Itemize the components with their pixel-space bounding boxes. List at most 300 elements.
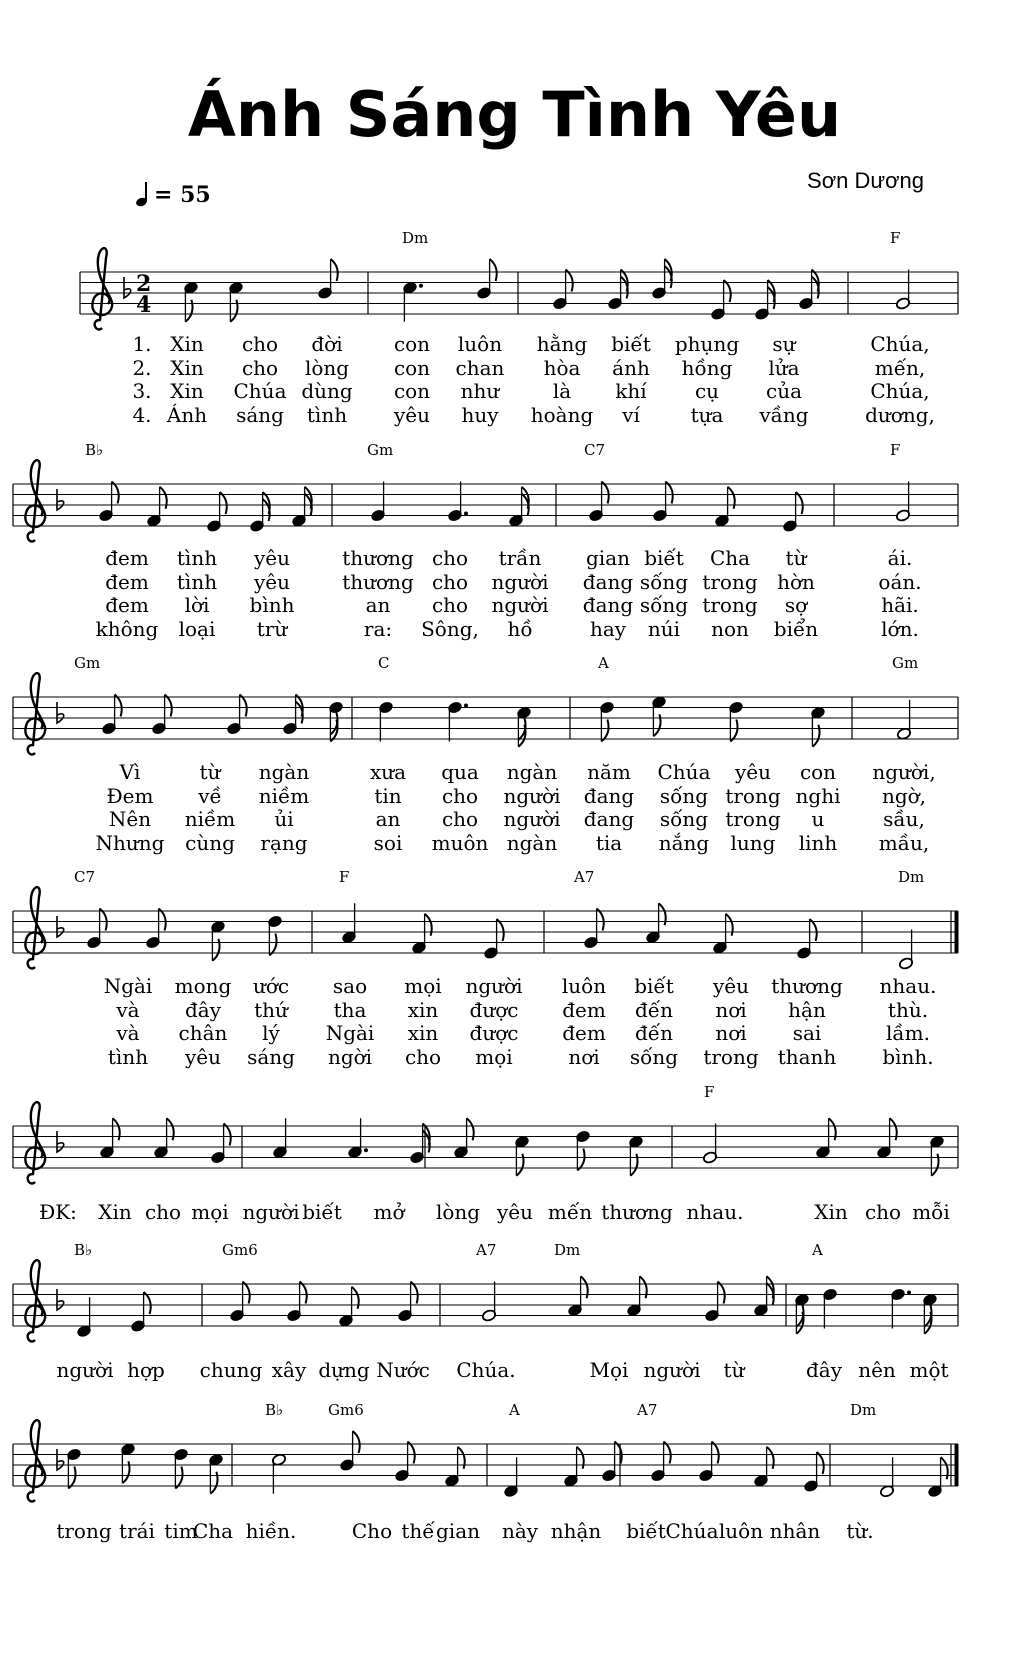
- lyric-syllable: từ: [199, 760, 221, 784]
- lyric-syllable: Ánh: [166, 402, 208, 427]
- chord-symbol: B♭: [265, 1401, 284, 1419]
- note-flag: [615, 1442, 622, 1464]
- lyric-syllable: tình: [176, 569, 218, 594]
- lyric-syllable: cho: [441, 783, 479, 808]
- lyric-syllable: hồ: [507, 616, 533, 641]
- lyric-syllable: sai: [792, 1021, 822, 1045]
- lyric-syllable: sự: [772, 332, 796, 356]
- lyric-syllable: an: [375, 807, 401, 831]
- lyric-syllable: Cho: [351, 1519, 393, 1543]
- note-flag: [664, 1442, 671, 1464]
- lyric-syllable: con: [799, 760, 837, 784]
- chord-symbol: Dm: [850, 1401, 877, 1419]
- chord-symbol: A7: [574, 868, 595, 886]
- note-flag: [810, 919, 817, 941]
- lyric-syllable: lòng: [435, 1200, 481, 1224]
- lyric-syllable: sống: [659, 783, 709, 808]
- lyric-syllable: biết: [644, 546, 684, 570]
- lyric-syllable: sống: [639, 593, 689, 617]
- lyric-syllable: đang: [582, 593, 634, 617]
- note-flag: [68, 1467, 75, 1489]
- composer-name: Sơn Dương: [807, 168, 924, 193]
- lyric-syllable: Ngài: [325, 1021, 375, 1045]
- lyric-syllable: tình: [306, 402, 348, 427]
- lyric-line: [0, 974, 1029, 998]
- lyric-syllable: ĐK:: [39, 1200, 77, 1224]
- lyric-syllable: đang: [583, 783, 635, 808]
- flat-key-signature-icon: [57, 1449, 64, 1470]
- lyric-syllable: đem: [105, 546, 149, 570]
- lyric-syllable: con: [393, 332, 431, 356]
- lyric-syllable: từ.: [846, 1519, 874, 1543]
- lyric-syllable: được: [469, 997, 519, 1022]
- lyric-syllable: sợ: [784, 593, 808, 617]
- note-flag: [115, 695, 122, 717]
- lyric-syllable: Ngài: [103, 974, 153, 998]
- lyric-line: [0, 593, 1029, 617]
- lyric-syllable: tha: [333, 997, 367, 1022]
- lyric-syllable: là: [552, 379, 572, 403]
- lyric-line: [0, 1021, 1029, 1045]
- lyric-syllable: trong: [702, 593, 758, 617]
- lyric-syllable: rạng: [260, 830, 308, 855]
- flat-key-signature-icon: [57, 1289, 64, 1310]
- staff-system-7: [13, 1401, 958, 1501]
- lyric-syllable: thứ: [254, 997, 288, 1022]
- lyric-syllable: đời: [311, 332, 343, 356]
- lyric-syllable: Vì: [119, 760, 141, 784]
- staff-system-5: [13, 1083, 958, 1183]
- lyric-syllable: trong: [725, 807, 781, 831]
- lyric-syllable: con: [393, 355, 431, 380]
- lyric-syllable: ước: [252, 974, 290, 998]
- staff-system-3: [13, 654, 958, 754]
- note-flag: [490, 259, 497, 281]
- lyric-syllable: Đem: [106, 783, 154, 808]
- lyric-syllable: loại: [178, 616, 216, 641]
- lyric-syllable: người: [503, 783, 561, 808]
- chord-symbol: Gm6: [222, 1241, 258, 1259]
- lyric-syllable: chung: [199, 1358, 263, 1382]
- lyric-syllable: chân: [178, 1021, 228, 1045]
- lyric-syllable: thế: [401, 1519, 435, 1543]
- lyric-syllable: Xin: [170, 379, 204, 403]
- lyric-syllable: xin: [407, 997, 439, 1022]
- treble-clef-icon: [25, 460, 45, 541]
- lyric-syllable: lời: [184, 593, 210, 617]
- lyric-syllable: mến,: [874, 355, 926, 380]
- lyric-syllable: cho: [441, 807, 479, 831]
- chord-symbol: A: [509, 1401, 520, 1419]
- lyric-syllable: ngờ,: [881, 783, 927, 808]
- lyric-syllable: thương: [601, 1200, 673, 1224]
- chord-symbol: Dm: [898, 868, 925, 886]
- lyric-syllable: ngàn: [506, 760, 558, 784]
- lyric-syllable: u: [811, 807, 825, 831]
- lyric-syllable: yêu: [496, 1200, 534, 1224]
- note-flag: [331, 259, 338, 281]
- lyric-syllable: nhau.: [686, 1200, 744, 1224]
- lyric-syllable: huy: [461, 402, 499, 427]
- lyric-syllable: đem: [562, 997, 606, 1022]
- lyric-syllable: Xin: [814, 1200, 848, 1224]
- lyric-syllable: tia: [595, 830, 623, 855]
- chord-symbol: Gm: [74, 654, 101, 672]
- chord-symbol: A: [812, 1241, 823, 1259]
- lyric-line: [0, 546, 1029, 570]
- lyric-syllable: hằng: [536, 332, 588, 356]
- flat-key-signature-icon: [57, 489, 64, 510]
- chord-symbol: F: [339, 868, 350, 886]
- lyric-syllable: gian: [585, 546, 631, 570]
- lyric-syllable: cho: [431, 569, 469, 594]
- lyric-syllable: yêu: [712, 974, 750, 998]
- lyric-syllable: hoàng: [530, 402, 594, 427]
- lyric-syllable: yêu: [393, 402, 431, 427]
- lyric-syllable: đây: [184, 997, 222, 1022]
- lyric-syllable: soi: [373, 830, 403, 855]
- lyric-syllable: ái.: [887, 546, 913, 570]
- lyric-syllable: và: [116, 997, 140, 1022]
- lyric-syllable: từ: [723, 1358, 745, 1382]
- lyric-syllable: không: [95, 616, 159, 641]
- lyric-syllable: cho: [431, 546, 469, 570]
- lyric-syllable: lòng: [304, 355, 350, 380]
- lyric-syllable: Xin: [170, 332, 204, 356]
- lyric-syllable: hòa: [543, 355, 581, 380]
- note-flag: [165, 695, 172, 717]
- lyric-syllable: trần: [498, 546, 542, 570]
- lyric-syllable: trái: [119, 1519, 155, 1543]
- lyric-syllable: tựa: [690, 402, 724, 427]
- lyric-syllable: sao: [332, 974, 368, 998]
- chord-symbol: F: [704, 1083, 715, 1101]
- lyric-syllable: ủi: [274, 807, 294, 831]
- lyric-syllable: nhận: [550, 1519, 602, 1543]
- staff-system-6: [13, 1241, 958, 1341]
- lyric-syllable: cho: [864, 1200, 902, 1224]
- lyric-syllable: chan: [455, 355, 505, 380]
- lyric-line: [0, 760, 1029, 784]
- note-flag: [601, 720, 608, 742]
- lyric-syllable: đang: [583, 807, 635, 831]
- lyric-syllable: Mọi: [589, 1358, 629, 1382]
- note-flag: [577, 1149, 584, 1171]
- lyric-syllable: sáng: [236, 402, 284, 427]
- lyric-syllable: cùng: [185, 830, 235, 855]
- note-flag: [724, 280, 731, 302]
- flat-key-signature-icon: [57, 702, 64, 723]
- lyric-syllable: ngàn: [506, 830, 558, 855]
- chord-symbol: Gm: [367, 441, 394, 459]
- lyric-syllable: xin: [407, 1021, 439, 1045]
- lyric-syllable: dùng: [301, 379, 353, 403]
- lyric-syllable: bình: [249, 593, 295, 617]
- time-signature-bottom: 4: [136, 292, 152, 318]
- lyric-syllable: như: [460, 379, 500, 403]
- chord-symbol: C: [378, 654, 390, 672]
- lyric-syllable: Chúa: [233, 379, 287, 403]
- lyric-syllable: cho: [241, 332, 279, 356]
- lyric-syllable: ánh: [612, 355, 650, 380]
- lyric-syllable: lớn.: [881, 616, 919, 641]
- lyric-syllable: sống: [629, 1044, 679, 1069]
- lyric-line: [0, 998, 1029, 1022]
- lyric-syllable: ra:: [363, 616, 393, 641]
- lyric-syllable: người: [465, 974, 523, 998]
- lyric-syllable: hận: [788, 997, 826, 1022]
- lyric-syllable: cho: [431, 593, 469, 617]
- lyric-syllable: đem: [562, 1021, 606, 1045]
- note-dot: [907, 1291, 911, 1295]
- lyric-syllable: lầm.: [886, 1021, 930, 1045]
- lyric-syllable: sáng: [247, 1044, 295, 1069]
- lyric-syllable: Chúa.: [456, 1358, 516, 1382]
- lyric-syllable: Chúa: [657, 760, 711, 784]
- lyric-syllable: thanh: [777, 1044, 837, 1069]
- lyric-syllable: luôn: [561, 974, 607, 998]
- lyric-syllable: đến: [635, 997, 673, 1022]
- note-flag: [144, 1292, 151, 1314]
- note-flag: [666, 482, 673, 504]
- lyric-syllable: non: [711, 616, 749, 641]
- lyric-syllable: niềm: [258, 783, 310, 808]
- lyric-syllable: thương: [342, 569, 414, 594]
- lyric-syllable: người: [503, 807, 561, 831]
- lyric-syllable: ngàn: [258, 760, 310, 784]
- lyric-syllable: mọi: [191, 1200, 229, 1224]
- note-flag: [817, 1452, 824, 1474]
- lyric-syllable: đang: [582, 569, 634, 594]
- lyric-line: [0, 332, 1029, 356]
- lyric-syllable: mở: [373, 1200, 405, 1224]
- flat-key-signature-icon: [57, 1131, 64, 1152]
- lyric-syllable: sống: [659, 807, 709, 831]
- lyric-syllable: từ: [785, 546, 807, 570]
- flat-key-signature-icon: [124, 277, 131, 298]
- note-flag: [497, 919, 504, 941]
- lyric-syllable: lửa: [768, 355, 800, 380]
- flat-key-signature-icon: [57, 916, 64, 937]
- lyric-line: [0, 379, 1029, 403]
- treble-clef-icon: [25, 1260, 45, 1341]
- note-flag: [730, 720, 737, 742]
- note-flag: [300, 1282, 307, 1304]
- lyric-syllable: an: [365, 593, 391, 617]
- lyric-syllable: nghi: [795, 783, 841, 808]
- lyric-syllable: gian: [435, 1519, 481, 1543]
- treble-clef-icon: [25, 1102, 45, 1183]
- lyric-syllable: của: [765, 379, 803, 403]
- lyric-syllable: người: [491, 593, 549, 617]
- lyric-syllable: đến: [635, 1021, 673, 1045]
- lyric-line: [0, 356, 1029, 380]
- lyric-syllable: nơi: [568, 1044, 600, 1069]
- lyric-syllable: cụ: [694, 379, 720, 403]
- lyric-syllable: phụng: [674, 332, 740, 356]
- lyric-syllable: 4.: [132, 402, 152, 427]
- note-dot: [464, 512, 468, 516]
- chord-symbol: A7: [476, 1241, 497, 1259]
- staff-system-1: [80, 229, 958, 329]
- lyric-syllable: 1.: [132, 332, 152, 356]
- lyric-syllable: năm: [587, 760, 631, 784]
- note-flag: [243, 1282, 250, 1304]
- lyric-syllable: Cha: [192, 1519, 234, 1543]
- lyric-syllable: một: [909, 1358, 949, 1382]
- lyric-syllable: thù.: [887, 997, 929, 1022]
- lyric-syllable: trong: [702, 569, 758, 594]
- lyric-syllable: Chúa: [665, 1519, 719, 1543]
- lyric-syllable: Nên: [108, 807, 152, 831]
- note-dot: [364, 1148, 368, 1152]
- lyric-syllable: hợp: [127, 1358, 165, 1382]
- time-signature-top: 2: [136, 271, 152, 297]
- lyric-syllable: hãi.: [881, 593, 919, 617]
- lyric-syllable: đem: [105, 593, 149, 617]
- treble-clef-icon: [92, 248, 112, 329]
- note-flag: [175, 1467, 182, 1489]
- lyric-syllable: nơi: [715, 997, 747, 1022]
- lyric-syllable: yêu: [253, 569, 291, 594]
- lyric-syllable: dựng: [318, 1358, 370, 1382]
- lyric-syllable: 3.: [132, 379, 152, 403]
- lyric-syllable: thương: [771, 974, 843, 998]
- lyric-syllable: nên: [858, 1358, 896, 1382]
- lyric-syllable: muôn: [431, 830, 489, 855]
- lyric-syllable: đem: [105, 569, 149, 594]
- lyric-syllable: qua: [441, 760, 479, 784]
- note-flag: [718, 1282, 725, 1304]
- lyric-syllable: núi: [647, 616, 681, 641]
- lyric-syllable: lung: [730, 830, 776, 855]
- lyric-line: [0, 831, 1029, 855]
- treble-clef-icon: [25, 673, 45, 754]
- chord-symbol: C7: [74, 868, 96, 886]
- lyric-syllable: yêu: [184, 1044, 222, 1069]
- lyric-syllable: Chúa,: [870, 332, 930, 356]
- lyric-syllable: con: [393, 379, 431, 403]
- note-flag: [566, 270, 573, 292]
- note-flag: [796, 492, 803, 514]
- lyric-syllable: thương: [342, 546, 414, 570]
- lyric-line: [0, 403, 1029, 427]
- note-flag: [100, 909, 107, 931]
- lyric-syllable: và: [116, 1021, 140, 1045]
- note-flag: [269, 934, 276, 956]
- lyric-syllable: xưa: [369, 760, 407, 784]
- lyric-syllable: khí: [615, 379, 647, 403]
- note-flag: [602, 482, 609, 504]
- lyric-line: [0, 1519, 1029, 1543]
- chord-symbol: Dm: [402, 229, 429, 247]
- chord-symbol: Gm: [892, 654, 919, 672]
- note-flag: [353, 1431, 360, 1453]
- note-flag: [224, 1124, 231, 1146]
- lyric-syllable: người: [242, 1200, 300, 1224]
- note-dot: [464, 704, 468, 708]
- lyric-syllable: hay: [589, 616, 627, 641]
- lyric-syllable: biết: [626, 1519, 666, 1543]
- lyric-syllable: hờn: [777, 569, 815, 594]
- lyric-syllable: vầng: [759, 402, 809, 427]
- lyric-syllable: Nhưng: [95, 830, 165, 855]
- lyric-syllable: hiền.: [245, 1519, 297, 1543]
- lyric-line: [0, 807, 1029, 831]
- lyric-syllable: mầu,: [878, 830, 930, 855]
- lyric-syllable: hồng: [681, 355, 733, 380]
- lyric-syllable: về: [198, 783, 222, 808]
- lyric-syllable: trừ: [256, 616, 288, 641]
- lyric-syllable: nhau.: [879, 974, 937, 998]
- lyric-syllable: trong: [703, 1044, 759, 1069]
- chord-symbol: F: [890, 229, 901, 247]
- lyric-syllable: Xin: [98, 1200, 132, 1224]
- lyric-syllable: nhân: [769, 1519, 821, 1543]
- lyric-syllable: đây: [805, 1358, 843, 1382]
- lyric-syllable: biết: [634, 974, 674, 998]
- lyric-syllable: Xin: [170, 355, 204, 380]
- note-flag: [408, 1442, 415, 1464]
- note-flag: [240, 695, 247, 717]
- lyric-syllable: Sông,: [421, 616, 479, 641]
- lyric-syllable: Nước: [376, 1358, 430, 1382]
- lyric-syllable: người: [491, 569, 549, 594]
- lyric-syllable: tin: [374, 783, 402, 808]
- lyric-syllable: xây: [271, 1358, 307, 1382]
- note-dot: [419, 284, 423, 288]
- lyric-syllable: bình.: [882, 1044, 934, 1069]
- lyric-syllable: niềm: [184, 807, 236, 831]
- chord-symbol: Gm6: [328, 1401, 364, 1419]
- lyric-syllable: tình: [176, 546, 218, 570]
- lyric-syllable: tình: [107, 1044, 149, 1069]
- tempo-value: = 55: [154, 182, 211, 208]
- lyric-syllable: dương,: [865, 402, 935, 427]
- treble-clef-icon: [25, 1420, 45, 1501]
- chord-symbol: B♭: [85, 441, 104, 459]
- lyric-line: [0, 570, 1029, 594]
- lyric-syllable: được: [469, 1021, 519, 1045]
- note-flag: [159, 909, 166, 931]
- chord-symbol: B♭: [74, 1241, 93, 1259]
- treble-clef-icon: [25, 887, 45, 968]
- staff-system-2: [13, 441, 958, 541]
- lyric-syllable: mọi: [404, 974, 442, 998]
- lyric-syllable: 2.: [132, 355, 152, 380]
- lyric-syllable: cho: [144, 1200, 182, 1224]
- note-flag: [411, 1282, 418, 1304]
- lyric-syllable: này: [501, 1519, 539, 1543]
- lyric-syllable: biết: [302, 1200, 342, 1224]
- lyric-syllable: sầu,: [883, 807, 925, 831]
- lyric-syllable: yêu: [253, 546, 291, 570]
- lyric-line: [0, 1200, 1029, 1224]
- lyric-syllable: oán.: [878, 569, 922, 594]
- lyric-syllable: người: [56, 1358, 114, 1382]
- lyric-syllable: biết: [611, 332, 651, 356]
- lyric-syllable: Chúa,: [870, 379, 930, 403]
- chord-symbol: C7: [584, 441, 606, 459]
- lyric-syllable: trong: [56, 1519, 112, 1543]
- lyric-syllable: yêu: [734, 760, 772, 784]
- lyric-syllable: Cha: [709, 546, 751, 570]
- lyric-syllable: mến: [547, 1200, 593, 1224]
- lyric-syllable: nơi: [715, 1021, 747, 1045]
- lyric-syllable: ví: [622, 402, 640, 427]
- staff-system-4: [13, 868, 958, 970]
- song-title: Ánh Sáng Tình Yêu: [187, 78, 842, 151]
